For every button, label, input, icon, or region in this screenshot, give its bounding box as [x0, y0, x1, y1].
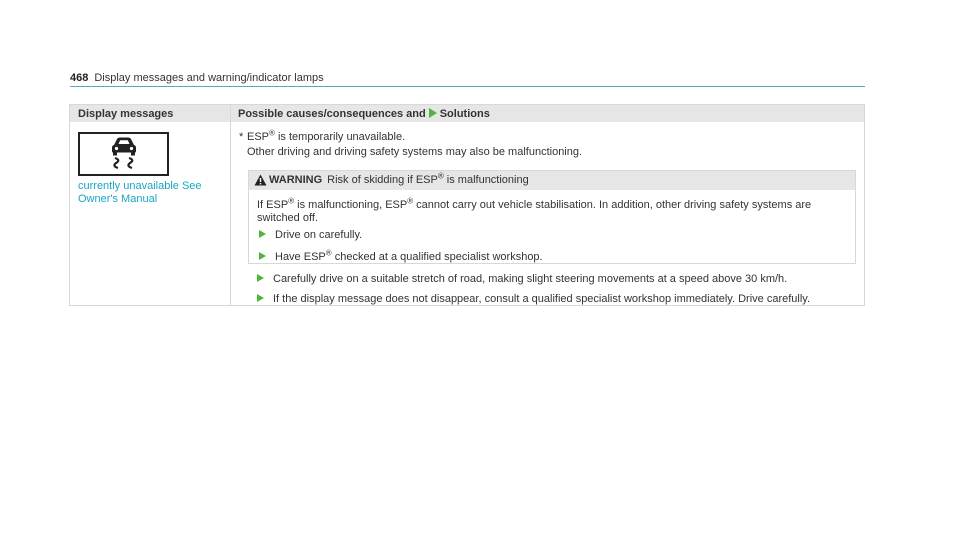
- bullet-arrow-icon: [257, 274, 264, 282]
- reg-mark: ®: [407, 196, 414, 206]
- solution-step-2: [257, 293, 810, 306]
- page-header: [70, 72, 324, 84]
- cause-line-2: Other driving and driving safety systems may also be malfunctioning.: [247, 146, 583, 158]
- warning-text: [257, 196, 847, 225]
- message-line-1: currently unavailable See: [78, 180, 202, 192]
- warning-title-suffix: is malfunctioning: [443, 174, 529, 186]
- asterisk: *: [239, 131, 244, 143]
- bullet-arrow-icon: [259, 252, 266, 260]
- warning-label: WARNING: [269, 174, 323, 186]
- cause-line-1: [247, 128, 406, 144]
- warning-step-2-suffix: checked at a qualified specialist workshop.: [331, 251, 543, 263]
- cause-line-1-rest: is temporarily unavailable.: [274, 131, 406, 143]
- esp-skid-car-icon: [78, 132, 169, 176]
- display-message-table: [69, 104, 865, 306]
- display-message-text: [78, 180, 228, 206]
- col1-header: Display messages: [78, 108, 174, 120]
- esp-text: ESP: [247, 131, 270, 143]
- col2-header-suffix: Solutions: [439, 108, 490, 120]
- bullet-arrow-icon: [259, 230, 266, 238]
- column-divider: [230, 105, 231, 305]
- warning-text-b: is malfunctioning, ESP: [294, 199, 408, 211]
- solution-step-2-text: If the display message does not disappear, consult a qualified specialist workshop immediately. Drive carefully.: [273, 293, 811, 305]
- warning-title: [269, 171, 529, 186]
- reg-mark: ®: [325, 248, 332, 258]
- warning-title-prefix: Risk of skidding if ESP: [327, 174, 438, 186]
- header-rule: [70, 86, 865, 87]
- warning-text-c: cannot carry out vehicle stabilisation. In addition, other driving safety systems are switched off.: [257, 199, 812, 224]
- reg-mark: ®: [269, 128, 275, 138]
- page-number: 468: [70, 72, 89, 84]
- warning-text-a: If ESP: [257, 199, 289, 211]
- header-title: Display messages and warning/indicator lamps: [94, 72, 324, 84]
- warning-step-2-prefix: Have ESP: [275, 251, 326, 263]
- reg-mark: ®: [288, 196, 295, 206]
- warning-step-2: [259, 248, 543, 264]
- warning-step-1: [259, 229, 362, 242]
- warning-step-1-text: Drive on carefully.: [275, 229, 363, 241]
- reg-mark: ®: [437, 171, 444, 181]
- bullet-arrow-icon: [257, 294, 264, 302]
- warning-header: [249, 171, 855, 190]
- arrow-icon: [429, 108, 437, 118]
- col2-header-prefix: Possible causes/consequences and: [238, 108, 426, 120]
- solution-step-1: [257, 273, 787, 286]
- col2-header: [238, 108, 490, 120]
- table-header: [70, 105, 864, 122]
- warning-triangle-icon: [254, 174, 267, 186]
- warning-box: [248, 170, 856, 264]
- solution-step-1-text: Carefully drive on a suitable stretch of road, making slight steering movements at a speed above 30 km/h.: [273, 273, 788, 285]
- message-line-2: Owner's Manual: [78, 193, 158, 205]
